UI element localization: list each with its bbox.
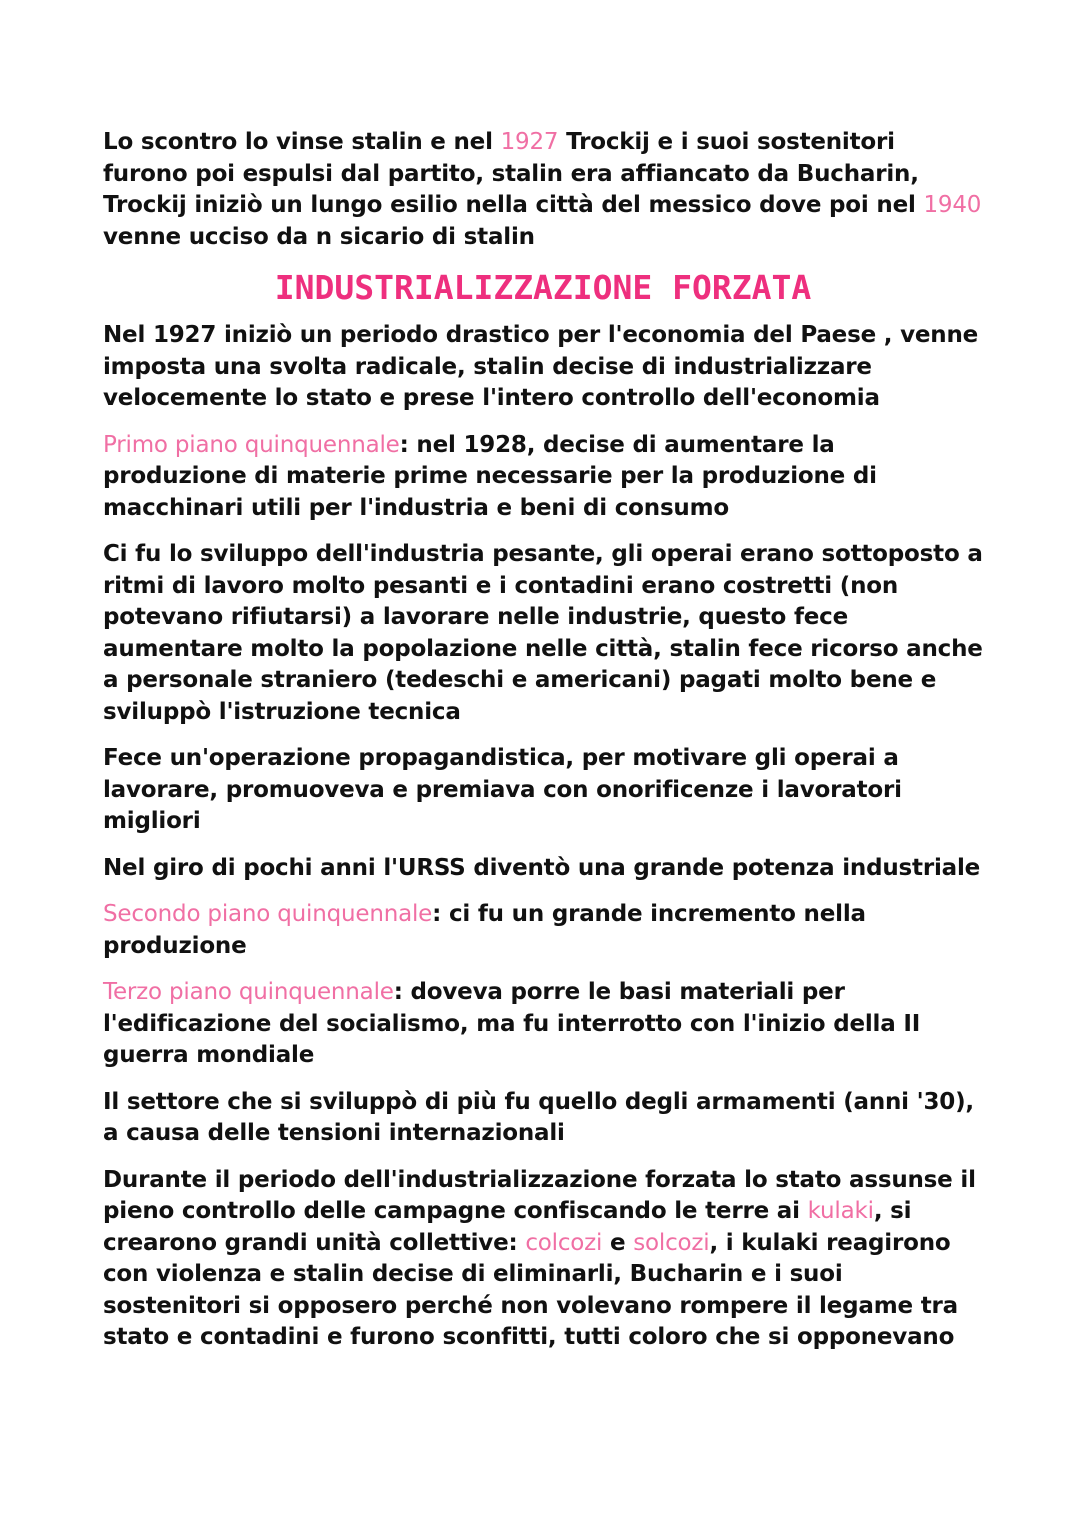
paragraph-text: : nel 1928, decise di aumentare la produzione di materie prime necessarie per la produzione di macchinari utili per l'industria e beni di consumo [103, 431, 877, 521]
highlighted-term: Primo piano quinquennale [103, 431, 400, 458]
paragraph-text: Fece un'operazione propagandistica, per motivare gli operai a lavorare, promuoveva e premiava con onorificenze i lavoratori migliori [103, 745, 902, 834]
paragraph-text: Nel 1927 iniziò un periodo drastico per l'economia del Paese , venne imposta una svolta radicale, stalin decise di industrializzare velocemente lo stato e prese l'intero controllo dell'economia [103, 322, 979, 411]
paragraph-text: Nel giro di pochi anni l'URSS diventò una grande potenza industriale [103, 854, 981, 881]
body-paragraph [103, 899, 983, 962]
section-body [103, 320, 983, 1354]
highlighted-term: kulaki [807, 1198, 874, 1224]
body-paragraph [103, 320, 983, 415]
intro-paragraph [103, 127, 983, 253]
highlighted-term: 1927 [500, 129, 559, 155]
body-paragraph [103, 539, 983, 728]
body-paragraph [103, 853, 983, 885]
paragraph-text: Ci fu lo sviluppo dell'industria pesante, gli operai erano sottoposto a ritmi di lavoro molto pesanti e i contadini erano costretti (non potevano rifiutarsi) a lavorare nelle industrie, questo fece aumentare molto la popolazione nelle città, stalin fece ricorso anche a personale straniero (tedeschi e americani) pagati molto bene e sviluppò l'istruzione tecnica [103, 541, 983, 725]
highlighted-term: solcozi [633, 1229, 710, 1256]
section-title: INDUSTRIALIZZAZIONE FORZATA [274, 268, 812, 307]
paragraph-text: Il settore che si sviluppò di più fu quello degli armamenti (anni '30), a causa delle tensioni internazionali [103, 1088, 974, 1146]
paragraph-text: , i kulaki reagirono con violenza e stalin decise di eliminarli, Bucharin e i suoi sostenitori si opposero perché non volevano rompere il legame tra stato e contadini e furono sconfitti, tutti coloro che si opponevano [103, 1229, 958, 1350]
body-paragraph [103, 1165, 983, 1354]
paragraph-text: Durante il periodo dell'industrializzazione forzata lo stato assunse il pieno controllo delle campagne confiscando le terre ai [103, 1166, 976, 1224]
paragraph-text: Trockij e i suoi sostenitori furono poi espulsi dal partito, stalin era affiancato da Bucharin, Trockij iniziò un lungo esilio nella città del messico dove poi nel [103, 129, 924, 218]
highlighted-term: 1940 [923, 192, 982, 218]
paragraph-text: e [602, 1229, 634, 1256]
highlighted-term: Terzo piano quinquennale [103, 979, 394, 1005]
paragraph-text: Lo scontro lo vinse stalin e nel [103, 129, 501, 155]
notes-page [103, 127, 983, 1369]
paragraph-text: venne ucciso da n sicario di stalin [103, 223, 535, 250]
highlighted-term: Secondo piano quinquennale [103, 901, 433, 927]
highlighted-term: colcozi [525, 1229, 603, 1256]
body-paragraph [103, 743, 983, 838]
paragraph-text: : ci fu un grande incremento nella produzione [103, 901, 866, 959]
body-paragraph [103, 430, 983, 525]
paragraph-text: , si crearono grandi unità collettive: [103, 1198, 912, 1256]
paragraph-text: : doveva porre le basi materiali per l'edificazione del socialismo, ma fu interrotto con l'inizio della II guerra mondiale [103, 979, 921, 1068]
body-paragraph [103, 977, 983, 1072]
body-paragraph [103, 1087, 983, 1150]
intro-paragraphs [103, 127, 983, 253]
